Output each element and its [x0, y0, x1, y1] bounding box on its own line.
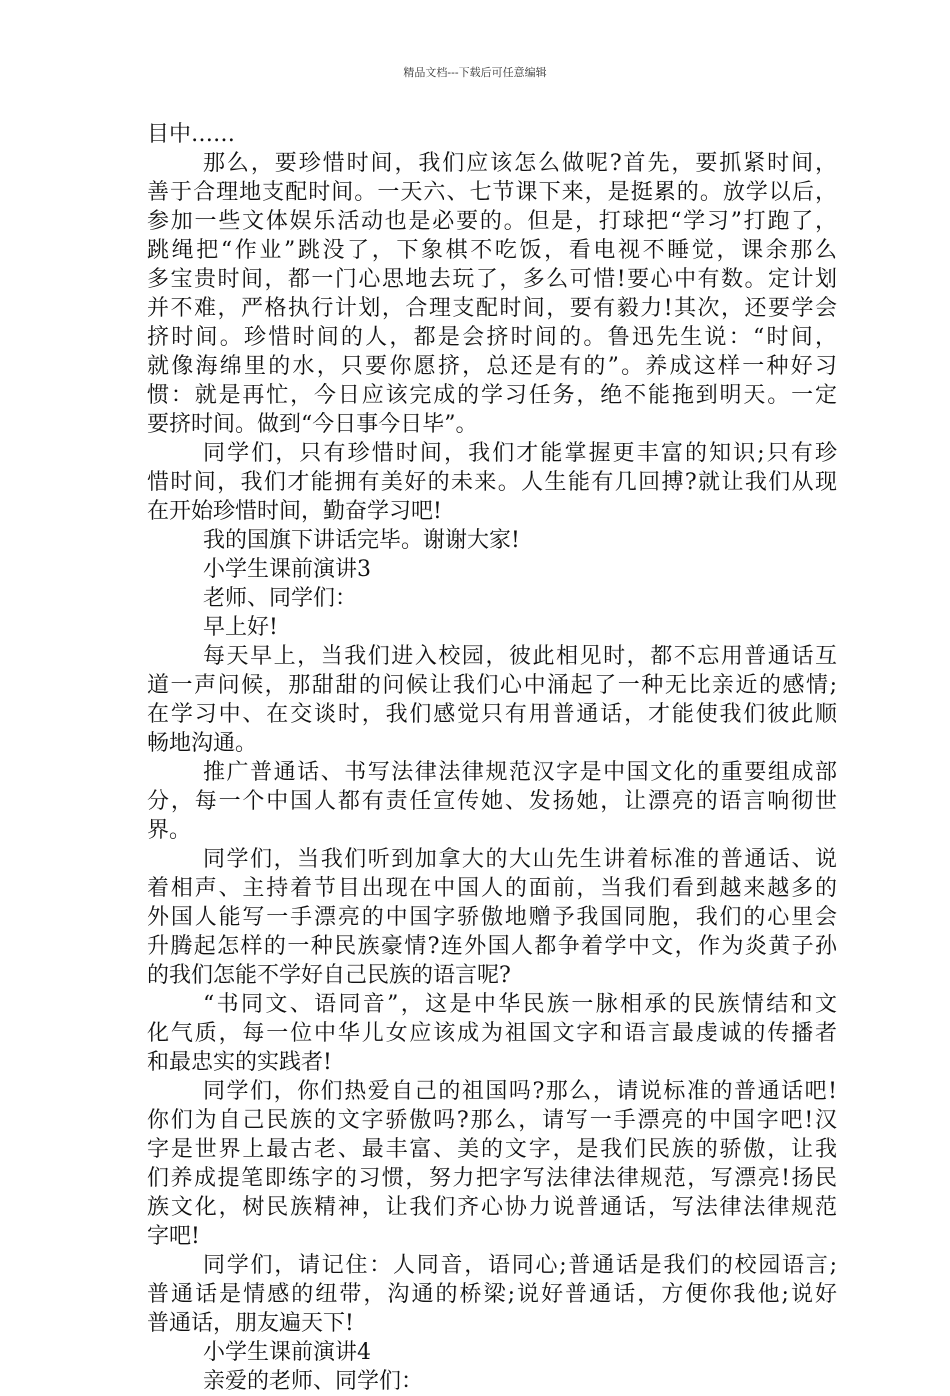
text-line: 在学习中、在交谈时，我们感觉只有用普通话，才能使我们彼此顺	[147, 702, 837, 727]
text-line: 在开始珍惜时间，勤奋学习吧!	[147, 499, 442, 524]
text-line: 亲爱的老师、同学们：	[203, 1369, 424, 1394]
text-line: 就像海绵里的水，只要你愿挤，总还是有的”。养成这样一种好习	[147, 354, 837, 379]
text-line: 老师、同学们：	[203, 586, 358, 611]
text-line: 跳绳把“作业”跳没了，下象棋不吃饭，看电视不睡觉，课余那么	[147, 238, 837, 263]
text-line: 外国人能写一手漂亮的中国字骄傲地赠予我国同胞，我们的心里会	[147, 905, 837, 930]
page-header: 精品文档---下载后可任意编辑	[403, 66, 547, 79]
text-line: 小学生课前演讲3	[203, 557, 371, 582]
text-line: 普通话是情感的纽带，沟通的桥梁;说好普通话，方便你我他;说好	[147, 1282, 837, 1307]
text-line: 那么，要珍惜时间，我们应该怎么做呢?首先，要抓紧时间，	[203, 151, 838, 176]
text-line: 并不难，严格执行计划，合理支配时间，要有毅力!其次，还要学会	[147, 296, 837, 321]
text-line: 参加一些文体娱乐活动也是必要的。但是，打球把“学习”打跑了，	[147, 209, 837, 234]
text-line: 早上好!	[203, 615, 278, 640]
text-line: 族文化，树民族精神，让我们齐心协力说普通话，写法律法律规范	[147, 1195, 837, 1220]
text-line: 多宝贵时间，都一门心思地去玩了，多么可惜!要心中有数。定计划	[147, 267, 837, 292]
text-line: 挤时间。珍惜时间的人，都是会挤时间的。鲁迅先生说：“时间，	[147, 325, 837, 350]
text-line: 化气质，每一位中华儿女应该成为祖国文字和语言最虔诚的传播者	[147, 1021, 837, 1046]
text-line: 同学们，请记住：人同音，语同心;普通话是我们的校园语言;	[203, 1253, 837, 1278]
text-line: 普通话，朋友遍天下!	[147, 1311, 354, 1336]
text-line: 推广普通话、书写法律法律规范汉字是中国文化的重要组成部	[203, 760, 837, 785]
text-line: 我的国旗下讲话完毕。谢谢大家!	[203, 528, 520, 553]
text-line: 每天早上，当我们进入校园，彼此相见时，都不忘用普通话互	[203, 644, 837, 669]
text-line: 畅地沟通。	[147, 731, 258, 756]
text-line: 善于合理地支配时间。一天六、七节课下来，是挺累的。放学以后，	[147, 180, 837, 205]
text-line: 小学生课前演讲4	[203, 1340, 371, 1365]
text-line: 同学们，当我们听到加拿大的大山先生讲着标准的普通话、说	[203, 847, 837, 872]
text-line: 惜时间，我们才能拥有美好的未来。人生能有几回搏?就让我们从现	[147, 470, 837, 495]
text-line: 要挤时间。做到“今日事今日毕”。	[147, 412, 478, 437]
text-line: 和最忠实的实践者!	[147, 1050, 332, 1075]
text-line: 界。	[147, 818, 192, 843]
text-line: 惯：就是再忙，今日应该完成的学习任务，绝不能拖到明天。一定	[147, 383, 837, 408]
text-line: 同学们，只有珍惜时间，我们才能掌握更丰富的知识;只有珍	[203, 441, 837, 466]
text-line: 的我们怎能不学好自己民族的语言呢?	[147, 963, 511, 988]
document-body	[147, 120, 837, 1396]
text-line: 同学们，你们热爱自己的祖国吗?那么，请说标准的普通话吧!	[203, 1079, 837, 1104]
text-line: 你们为自己民族的文字骄傲吗?那么，请写一手漂亮的中国字吧!汉	[147, 1108, 837, 1133]
text-line: 字是世界上最古老、最丰富、美的文字，是我们民族的骄傲，让我	[147, 1137, 837, 1162]
text-line: 道一声问候，那甜甜的问候让我们心中涌起了一种无比亲近的感情;	[147, 673, 837, 698]
text-line: 分，每一个中国人都有责任宣传她、发扬她，让漂亮的语言响彻世	[147, 789, 837, 814]
text-line: 升腾起怎样的一种民族豪情?连外国人都争着学中文，作为炎黄子孙	[147, 934, 837, 959]
text-line: 目中……	[147, 122, 236, 147]
text-line: 着相声、主持着节目出现在中国人的面前，当我们看到越来越多的	[147, 876, 837, 901]
text-line: “书同文、语同音”，这是中华民族一脉相承的民族情结和文	[203, 992, 837, 1017]
text-line: 们养成提笔即练字的习惯，努力把字写法律法律规范，写漂亮!扬民	[147, 1166, 837, 1191]
text-line: 字吧!	[147, 1224, 200, 1249]
